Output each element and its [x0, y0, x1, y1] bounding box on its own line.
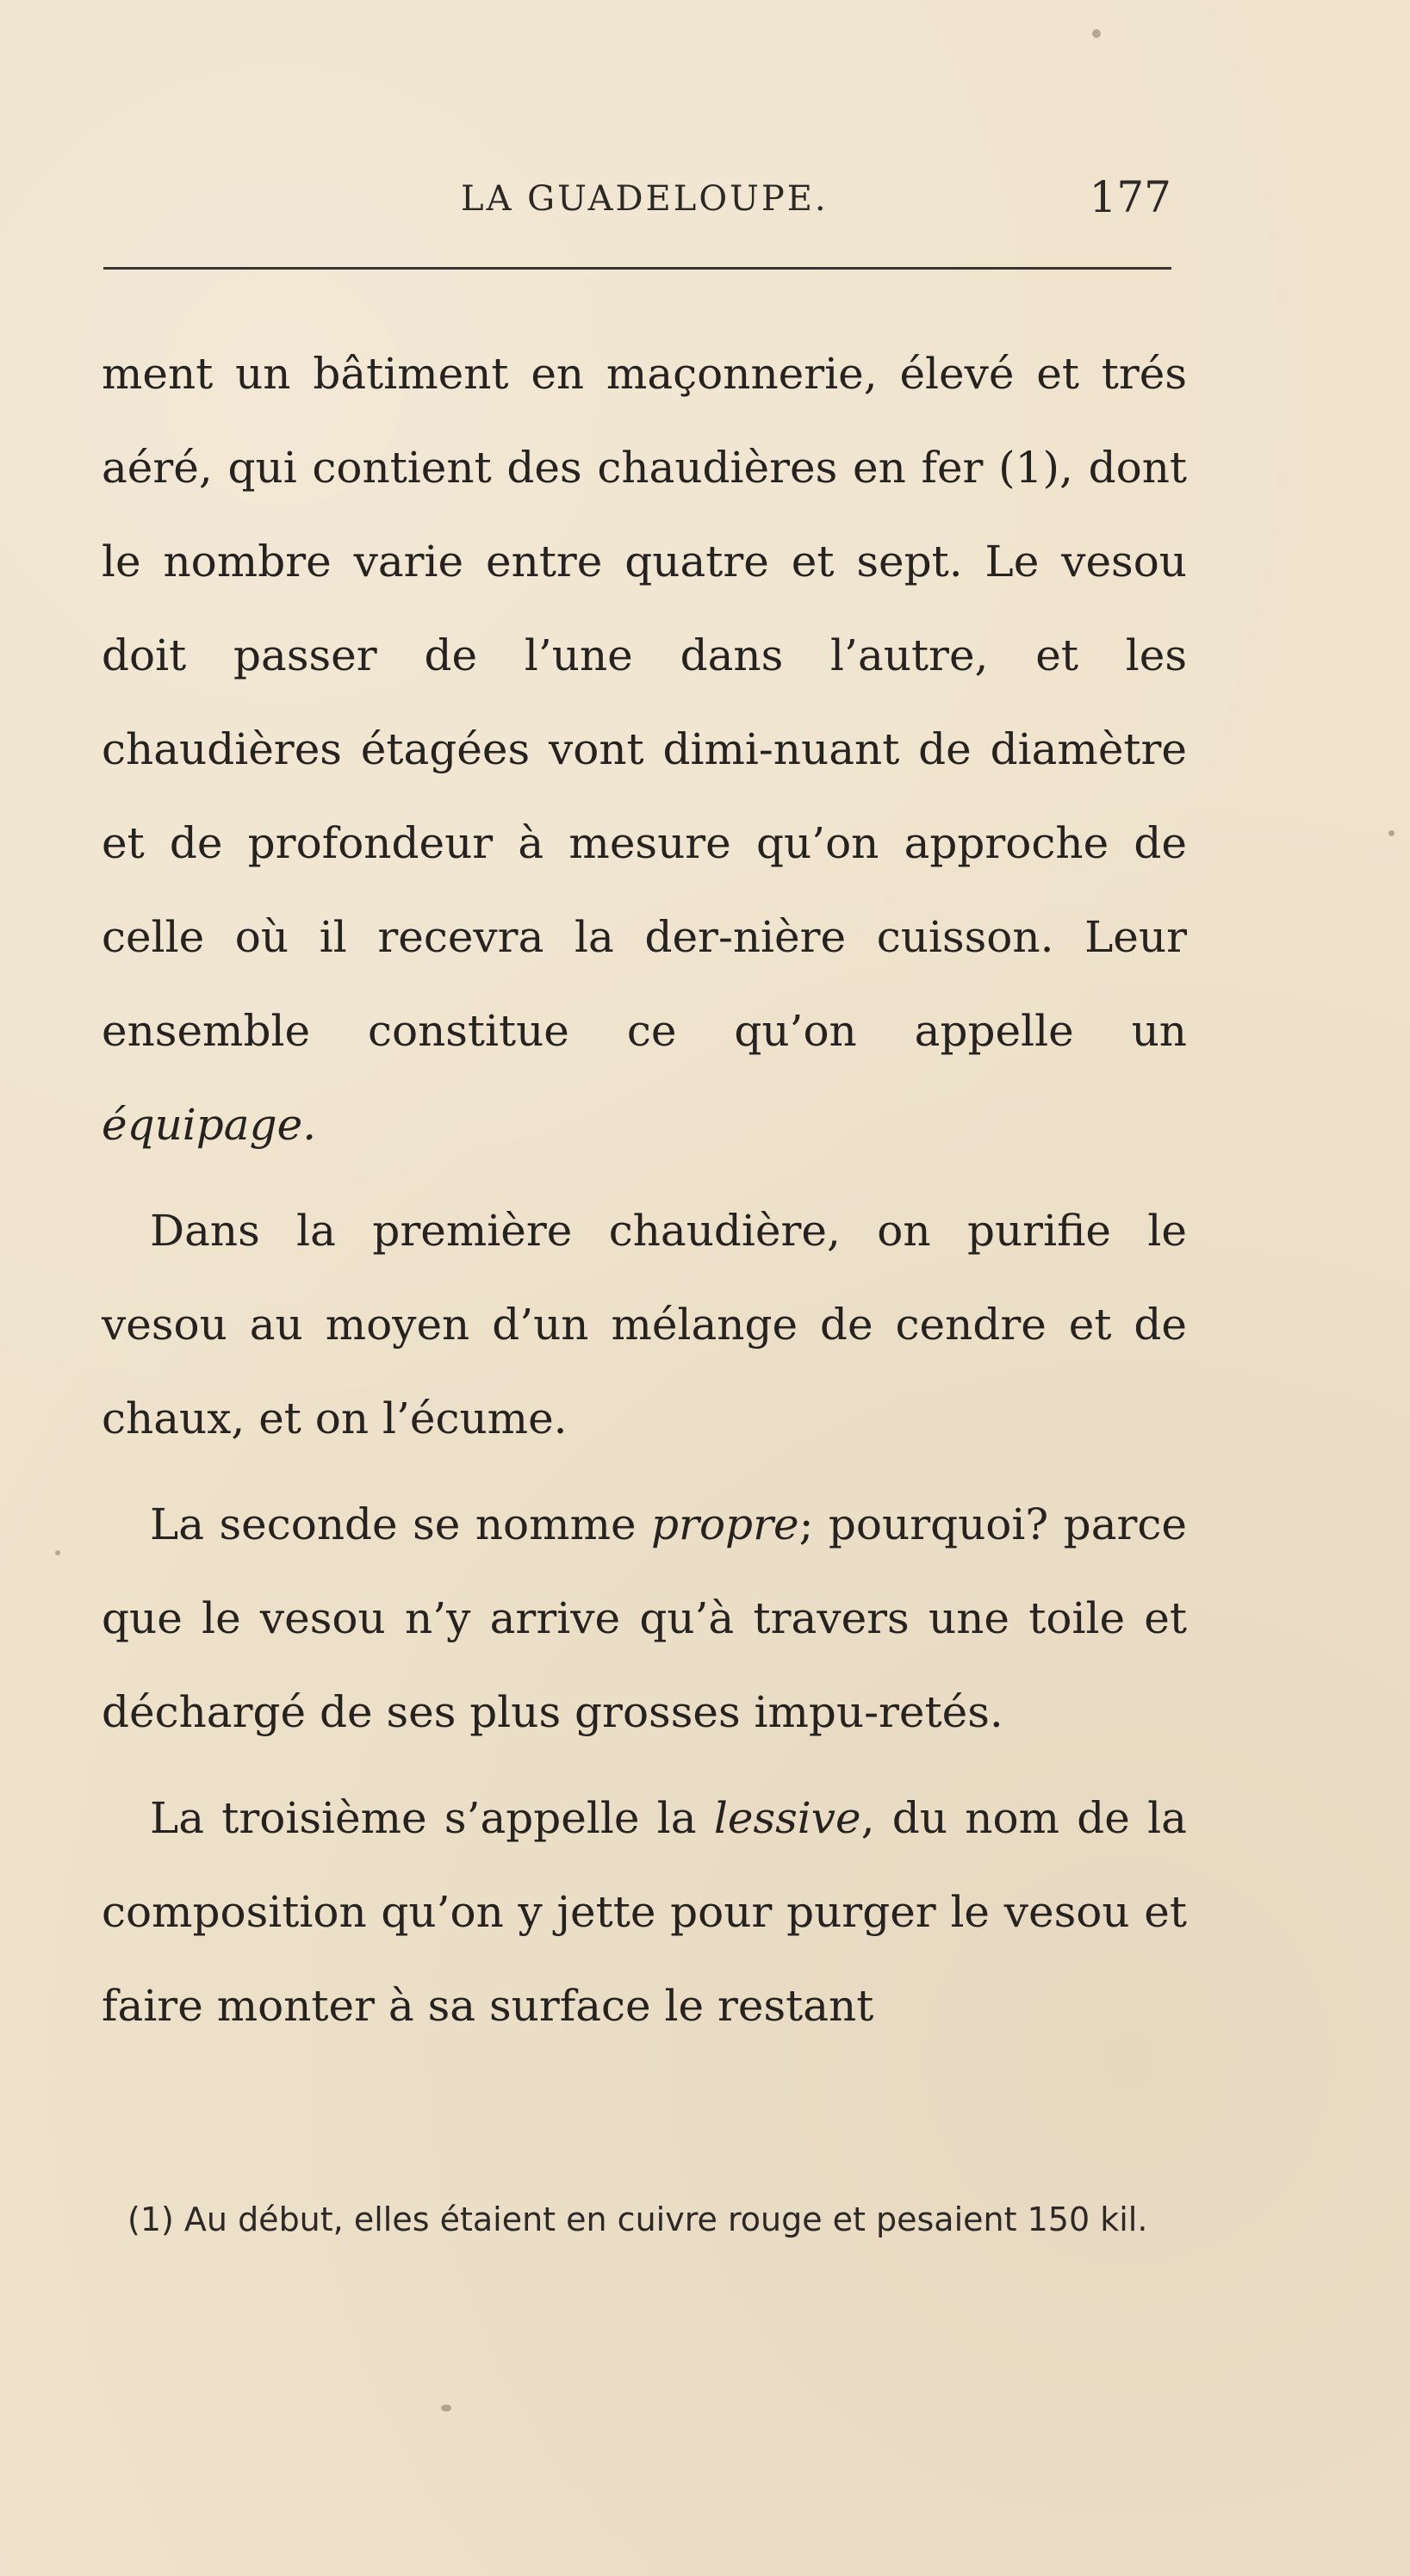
header-rule [103, 267, 1171, 270]
footnote: (1) Au début, elles étaient en cuivre rouge et pesaient 150 kil. [127, 2200, 1148, 2238]
paragraph-2-text: Dans la première chaudière, on purifie le vesou au moyen d’un mélange de cendre et de chaux, et on l’écume. [102, 1206, 1187, 1443]
italic-term-lessive: lessive [713, 1793, 861, 1843]
paragraph-4-text-a: La troisième s’appelle la [150, 1793, 714, 1843]
running-head [103, 172, 1171, 231]
italic-term-propre: propre [651, 1499, 799, 1549]
paper-speck [1388, 830, 1394, 836]
paper-speck [1092, 29, 1101, 38]
paragraph-1-text: ment un bâtiment en maçonnerie, élevé et trés aéré, qui contient des chaudières en fer (1), dont le nombre varie entre quatre et sept. Le vesou doit passer de l’une dans l’autre, et les chaudières étagées vont dimi-nuant de diamètre et de profondeur à mesure qu’on approche de celle où il recevra la der-nière cuisson. Leur ensemble constitue ce qu’on appelle un [102, 349, 1187, 1056]
paragraph-3 [102, 1478, 1187, 1760]
page-number: 177 [1089, 172, 1171, 222]
running-title: LA GUADELOUPE. [461, 179, 829, 219]
paragraph-3-text-a: La seconde se nomme [150, 1499, 652, 1549]
paragraph-4-text-b: , du nom de la composition qu’on y jette pour purger le vesou et faire monter à sa surface le restant [102, 1793, 1187, 2031]
paper-speck [55, 1550, 60, 1555]
main-text [102, 327, 1187, 2053]
italic-term-equipage: équipage. [102, 1100, 317, 1150]
paper-speck [441, 2405, 451, 2412]
paragraph-1 [102, 327, 1187, 1172]
paragraph-4 [102, 1772, 1187, 2053]
paragraph-2 [102, 1184, 1187, 1466]
paragraph-3-text-b: ; pourquoi? parce que le vesou n’y arrive qu’à travers une toile et déchargé de ses plus grosses impu-retés. [102, 1499, 1187, 1737]
